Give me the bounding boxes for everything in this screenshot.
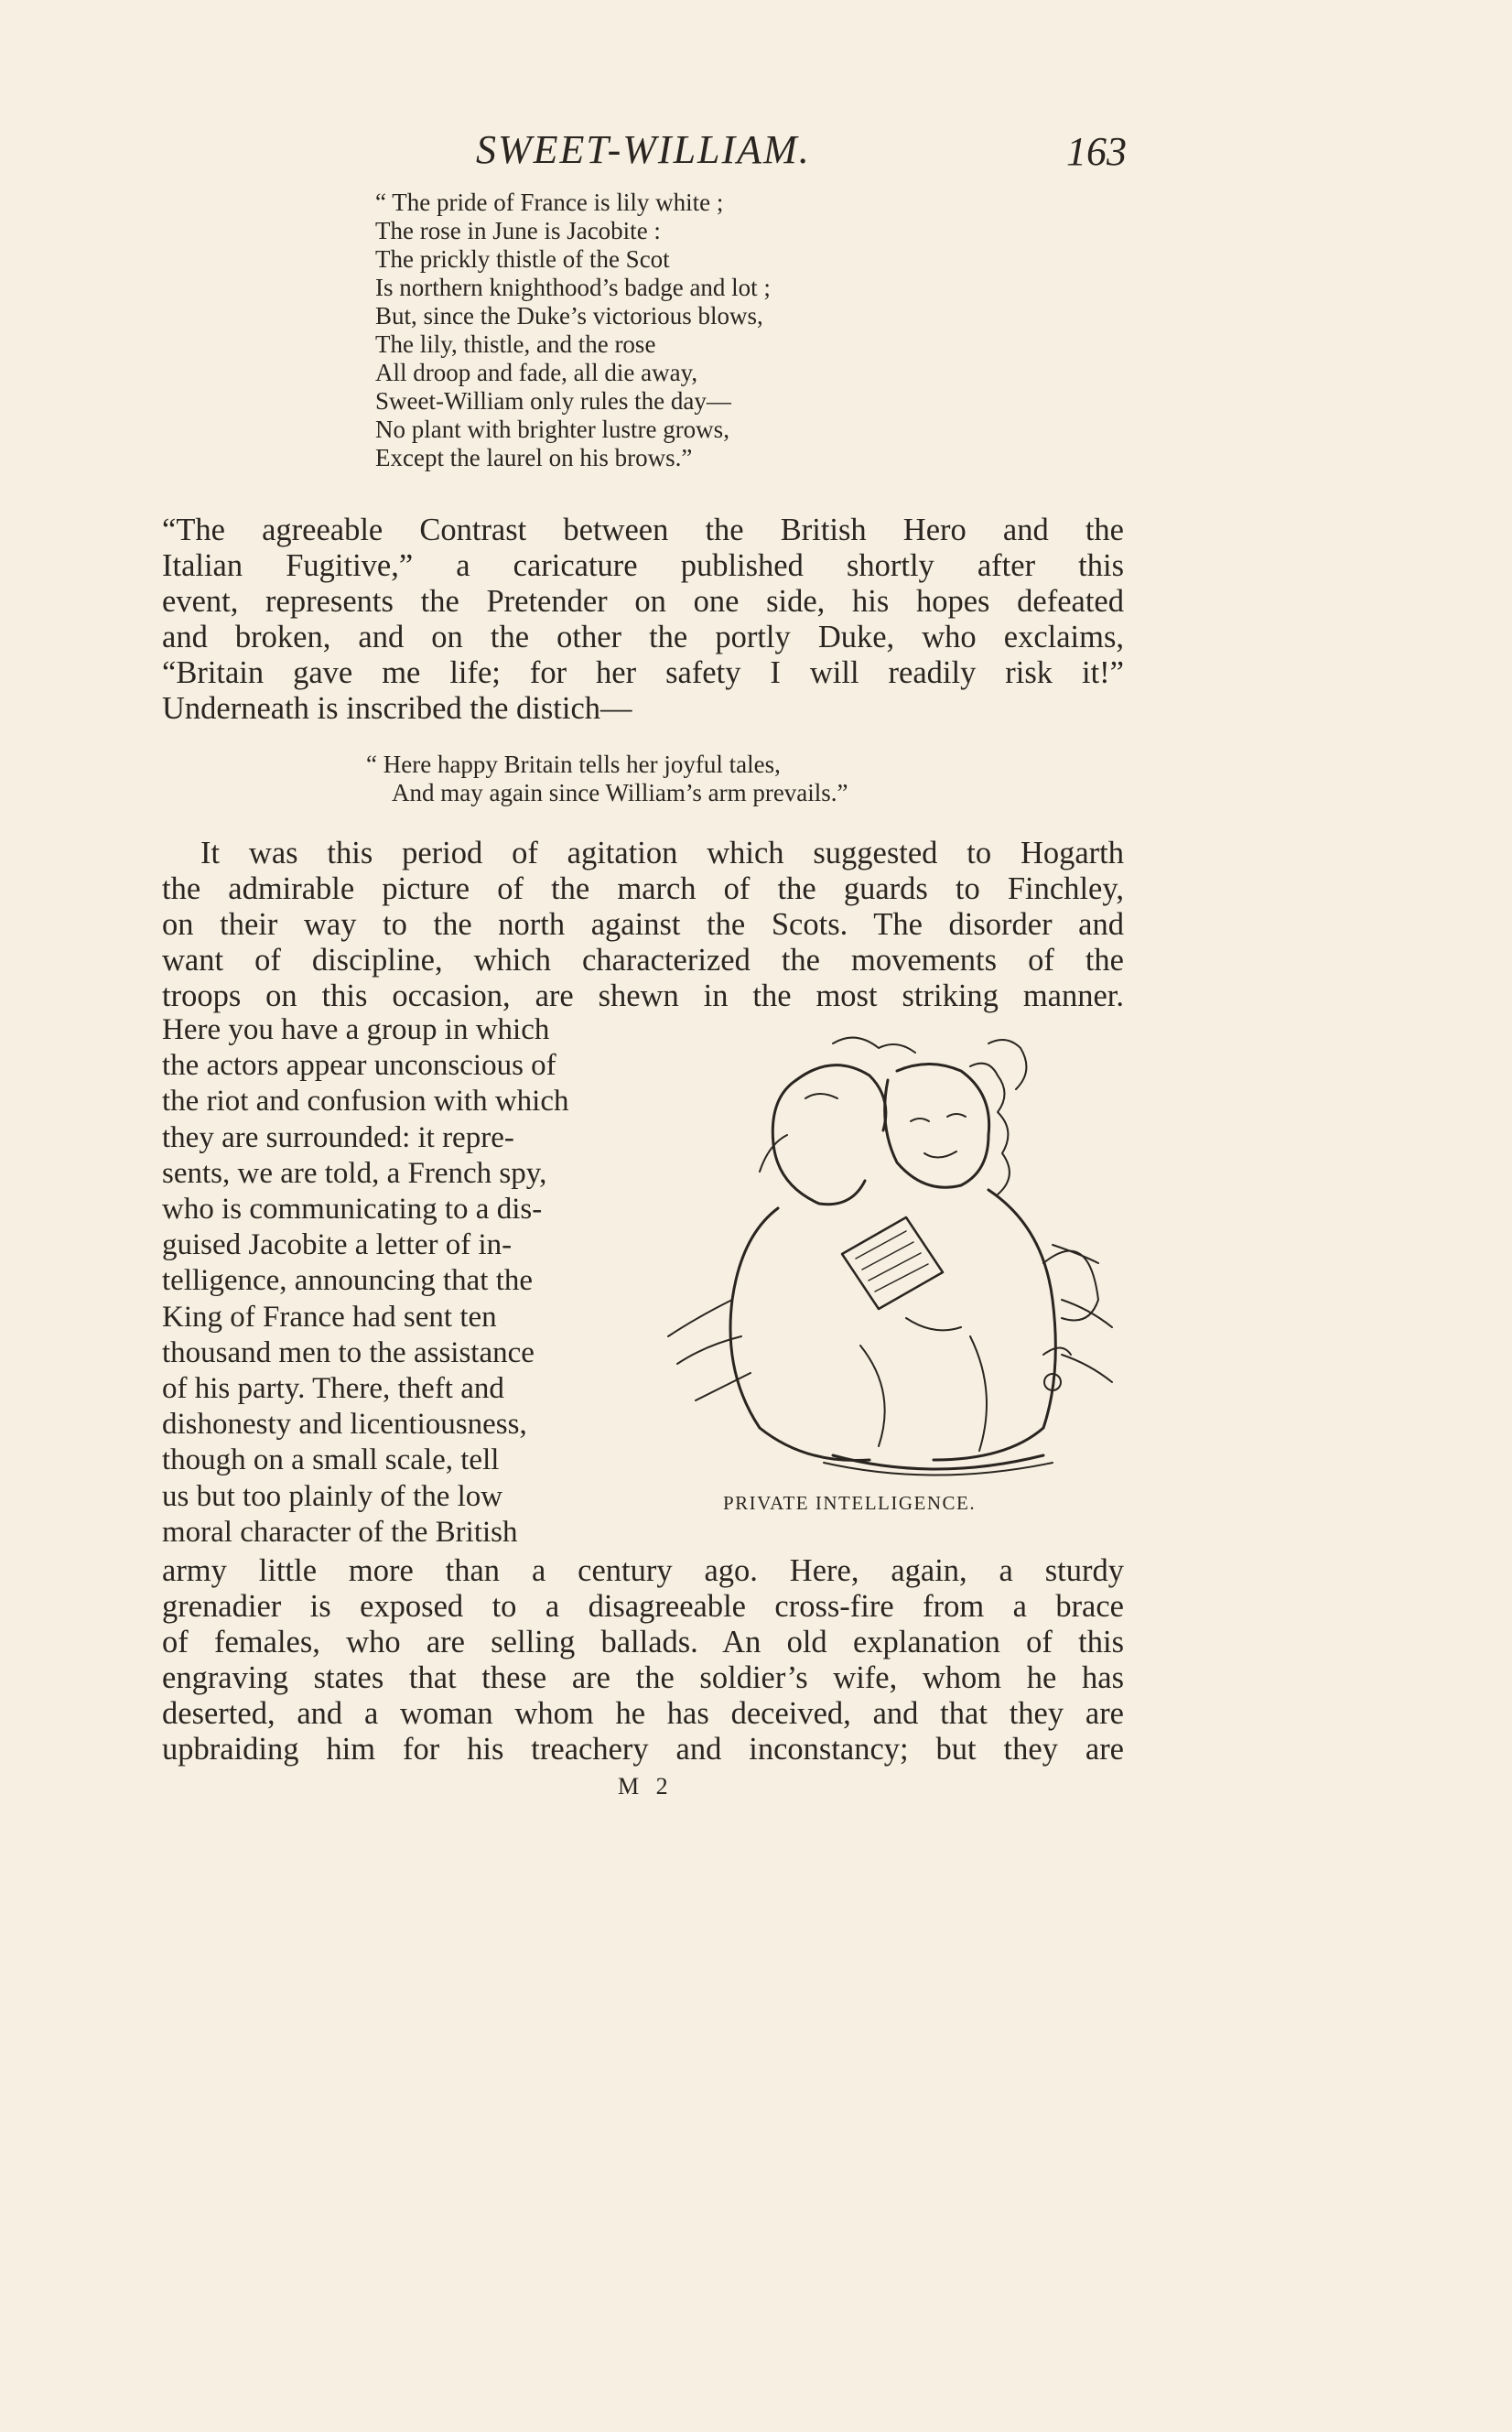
text-line: who is communicating to a dis- <box>162 1193 543 1227</box>
verse-line: “ Here happy Britain tells her joyful tales, <box>366 751 781 778</box>
text-line: of his party. There, theft and <box>162 1372 504 1406</box>
text-line: moral character of the British <box>162 1515 518 1549</box>
verse-line: But, since the Duke’s victorious blows, <box>375 302 763 330</box>
verse-line: “ The pride of France is lily white ; <box>375 189 724 216</box>
text-line: they are surrounded: it repre- <box>162 1120 514 1154</box>
verse-line: No plant with brighter lustre grows, <box>375 416 729 443</box>
verse-line: And may again since William’s arm prevails.” <box>392 779 848 806</box>
paragraph-caricature <box>162 513 1124 727</box>
text-line: the riot and confusion with which <box>162 1085 569 1119</box>
text-line: “Britain gave me life; for her safety I will readily risk it!” <box>162 655 1124 690</box>
text-line: telligence, announcing that the <box>162 1264 534 1298</box>
verse-line: The lily, thistle, and the rose <box>375 330 656 358</box>
verse-line: The prickly thistle of the Scot <box>375 245 670 273</box>
text-line: engraving states that these are the soldier’s wife, whom he has <box>162 1660 1124 1695</box>
text-line: It was this period of agitation which suggested to Hogarth <box>200 836 1124 870</box>
text-line: want of discipline, which characterized the movements of the <box>162 943 1124 978</box>
text-line: grenadier is exposed to a disagreeable cross-fire from a brace <box>162 1589 1124 1624</box>
text-line: Italian Fugitive,” a caricature published shortly after this <box>162 548 1124 583</box>
text-line: Underneath is inscribed the distich— <box>162 691 632 726</box>
text-line: Here you have a group in which <box>162 1013 550 1046</box>
running-head: SWEET-WILLIAM. <box>476 127 811 172</box>
text-line: of females, who are selling ballads. An old explanation of this <box>162 1625 1124 1659</box>
verse-line: The rose in June is Jacobite : <box>375 217 661 244</box>
text-line: army little more than a century ago. Here, again, a sturdy <box>162 1553 1124 1588</box>
text-line: us but too plainly of the low <box>162 1479 503 1513</box>
text-line: event, represents the Pretender on one side, his hopes defeated <box>162 584 1124 619</box>
verse-quotation-1 <box>375 189 771 472</box>
text-line: upbraiding him for his treachery and inconstancy; but they are <box>162 1732 1124 1767</box>
page-number: 163 <box>1066 129 1127 174</box>
paragraph-grenadier <box>162 1553 1124 1767</box>
text-line: though on a small scale, tell <box>162 1443 500 1477</box>
verse-line: Except the laurel on his brows.” <box>375 444 693 471</box>
illustration-caption: PRIVATE INTELLIGENCE. <box>723 1492 977 1514</box>
text-line: the actors appear unconscious of <box>162 1049 556 1083</box>
text-line: the admirable picture of the march of the guards to Finchley, <box>162 871 1124 906</box>
text-line: “The agreeable Contrast between the British Hero and the <box>162 513 1124 547</box>
text-line: troops on this occasion, are shewn in the most striking manner. <box>162 978 1124 1013</box>
signature-mark: M 2 <box>618 1773 674 1800</box>
text-line: dishonesty and licentiousness, <box>162 1408 527 1442</box>
text-line: sents, we are told, a French spy, <box>162 1156 547 1190</box>
engraving-illustration <box>659 1025 1135 1483</box>
text-line: on their way to the north against the Scots. The disorder and <box>162 907 1124 942</box>
text-line: deserted, and a woman whom he has deceived, and that they are <box>162 1696 1124 1731</box>
verse-quotation-2 <box>366 751 848 807</box>
text-line: guised Jacobite a letter of in- <box>162 1228 513 1262</box>
verse-line: All droop and fade, all die away, <box>375 359 698 386</box>
text-beside-illustration <box>162 1012 638 1551</box>
text-line: King of France had sent ten <box>162 1300 497 1334</box>
verse-line: Sweet-William only rules the day— <box>375 387 731 415</box>
paragraph-hogarth <box>162 836 1124 1014</box>
text-line: thousand men to the assistance <box>162 1335 535 1369</box>
text-line: and broken, and on the other the portly Duke, who exclaims, <box>162 620 1124 654</box>
verse-line: Is northern knighthood’s badge and lot ; <box>375 274 771 301</box>
